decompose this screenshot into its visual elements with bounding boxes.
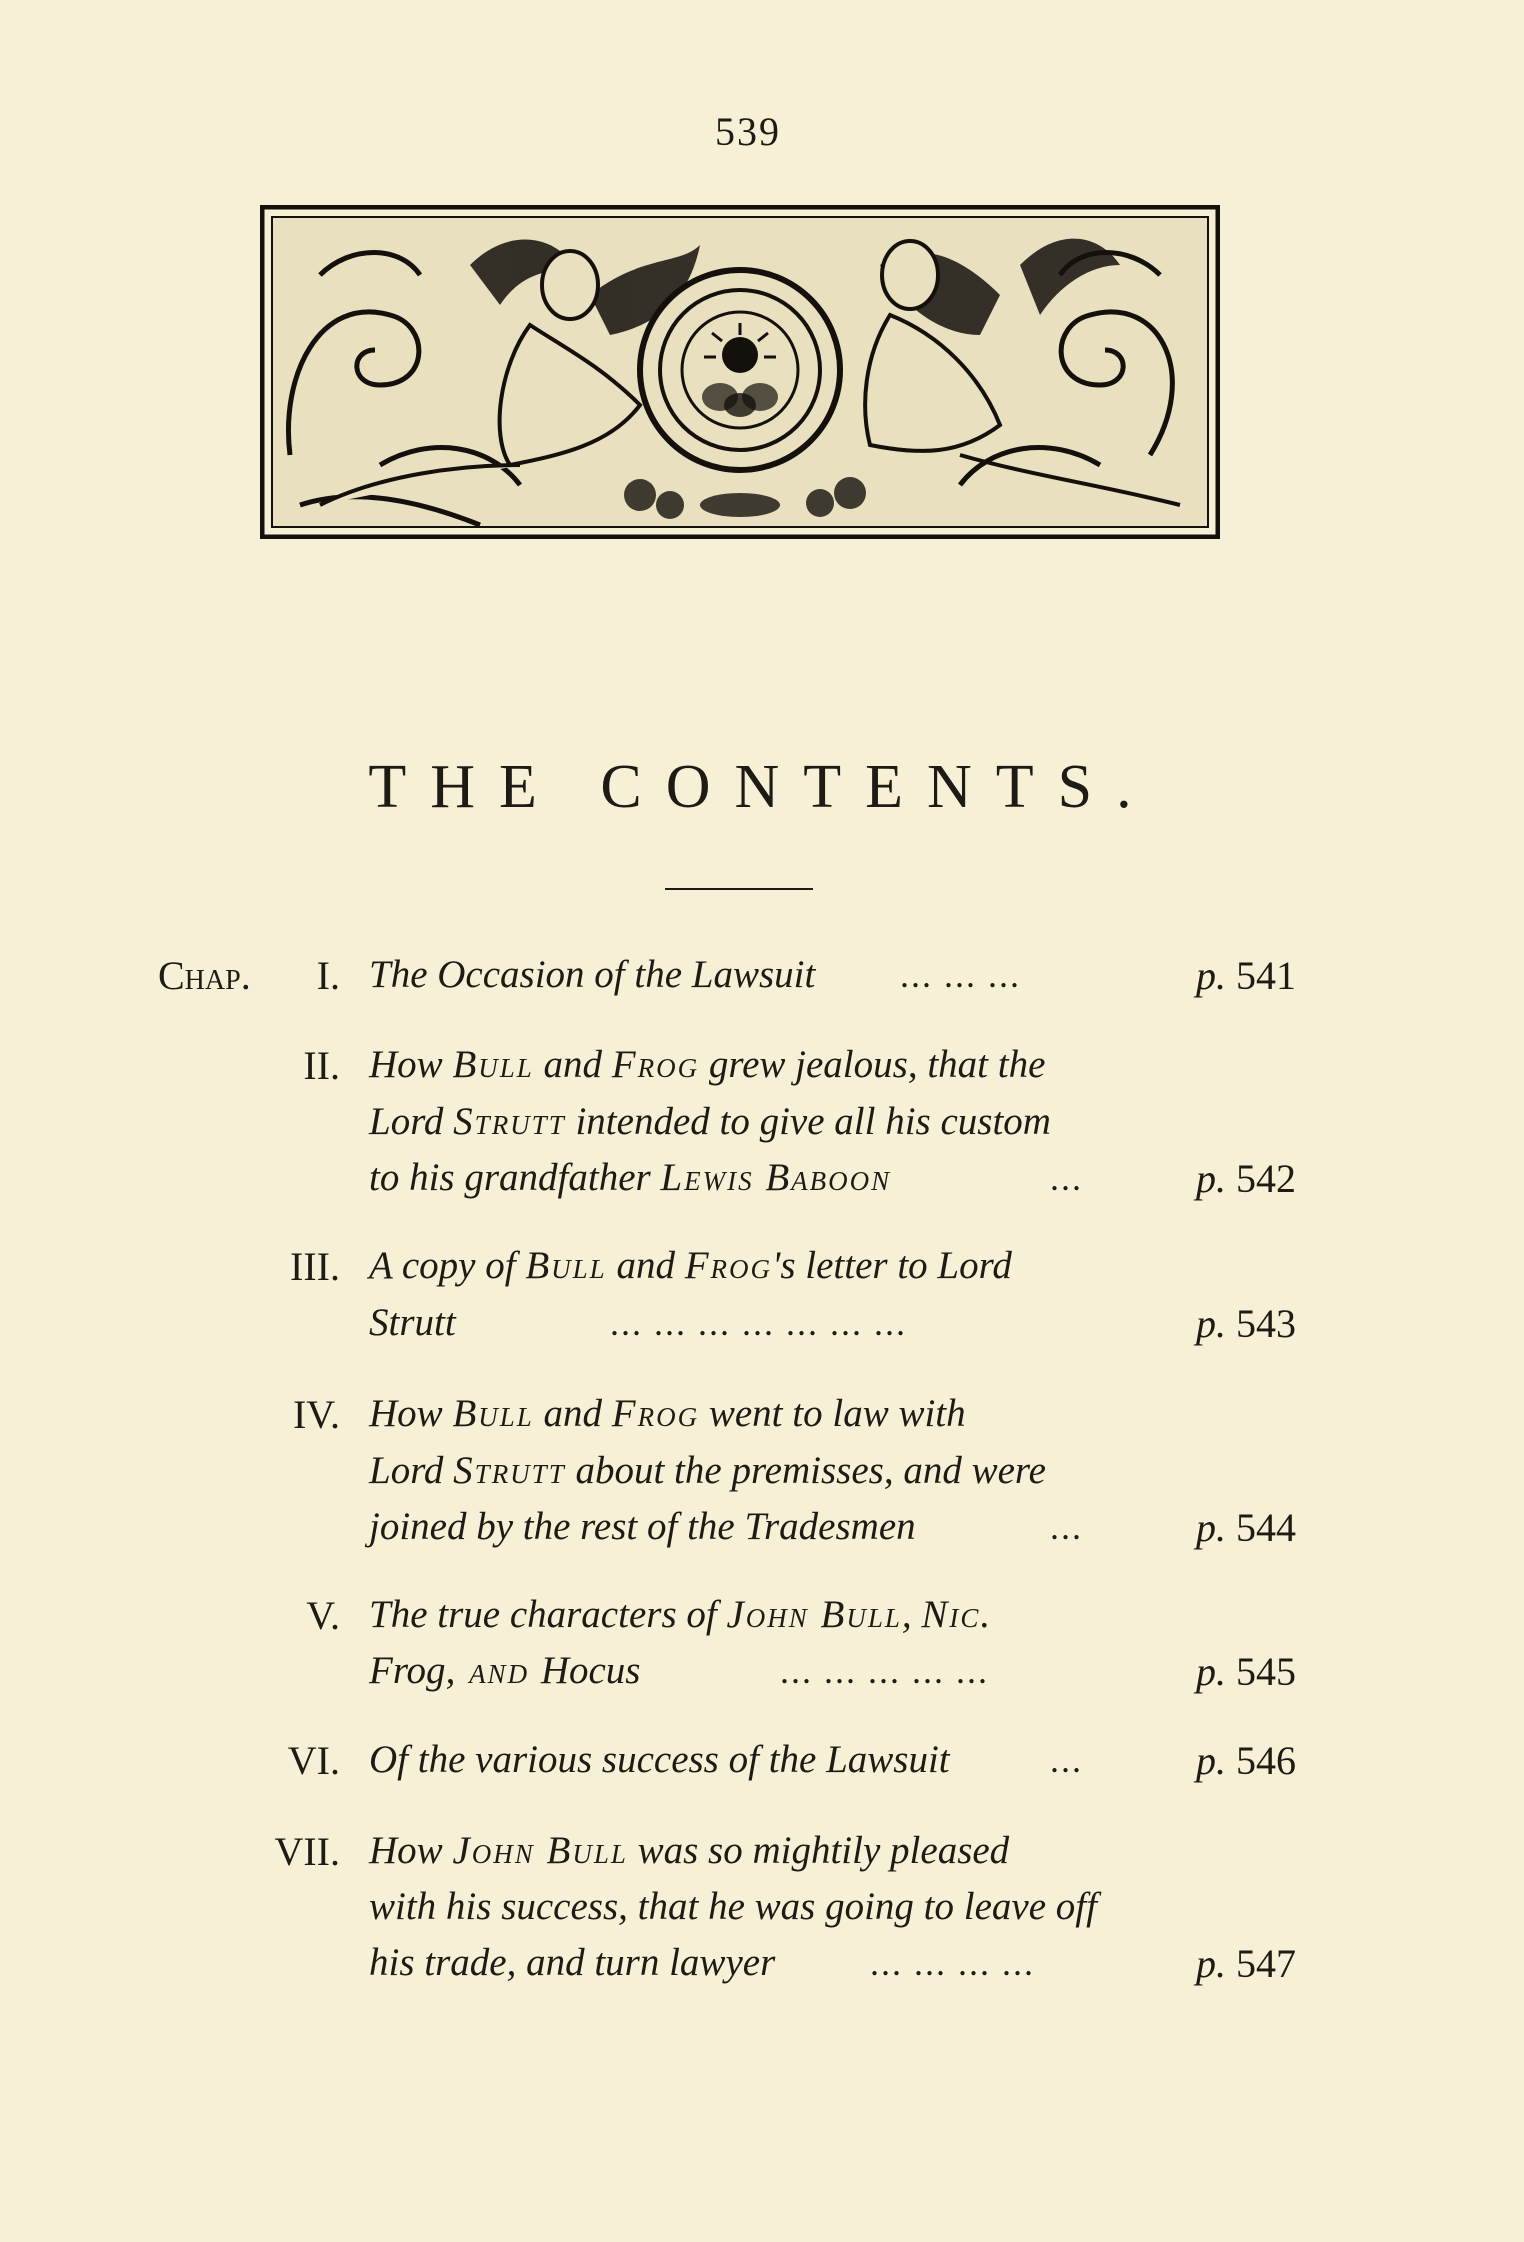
page-reference <box>1196 1300 1296 1347</box>
page-number: 539 <box>715 109 781 154</box>
title-text: The Occasion of the Lawsuit <box>369 953 816 996</box>
heading-rule <box>665 888 813 890</box>
page-number-ref: 545 <box>1226 1649 1296 1694</box>
page-number-ref: 541 <box>1226 953 1296 998</box>
title-text: joined by the rest of the Tradesmen <box>369 1505 916 1548</box>
leader-dots: ... ... ... ... ... ... ... <box>610 1303 907 1343</box>
leader-dots: ... ... ... <box>900 955 1021 995</box>
leader-dots: ... ... ... ... <box>870 1943 1035 1983</box>
leader-dots: ... <box>1050 1158 1083 1198</box>
page-number-ref: 542 <box>1226 1156 1296 1201</box>
title-text: Frog <box>369 1649 446 1692</box>
chapter-numeral: V. <box>306 1593 340 1638</box>
chapter-title-line <box>369 1448 1046 1493</box>
proper-name: John Bull <box>726 1593 902 1636</box>
chapter-title-line <box>369 1504 916 1549</box>
leader-dots: ... <box>1050 1740 1083 1780</box>
page-marker: p. <box>1196 1301 1226 1346</box>
page-reference <box>1196 1648 1296 1695</box>
proper-name: Frog <box>684 1244 772 1287</box>
proper-name: Strutt <box>453 1100 566 1143</box>
title-text: Lord <box>369 1449 454 1492</box>
title-text: about the premisses, and were <box>565 1449 1046 1492</box>
proper-name: Bull <box>452 1392 534 1435</box>
chapter-numeral: I. <box>316 953 340 998</box>
title-text: with his success, that he was going to leave off <box>369 1885 1097 1928</box>
title-text: Hocus <box>540 1649 641 1692</box>
chap-label: Chap. <box>158 953 251 998</box>
title-text: was so mightily pleased <box>627 1829 1010 1872</box>
proper-name: Strutt <box>453 1449 566 1492</box>
page-number-ref: 543 <box>1226 1301 1296 1346</box>
chapter-title-line <box>369 1884 1097 1929</box>
chapter-title-line <box>369 1042 1045 1087</box>
page-marker: p. <box>1196 1505 1226 1550</box>
proper-name: John Bull <box>452 1829 628 1872</box>
woodcut-ornament-image <box>260 205 1220 539</box>
chapter-numeral: III. <box>290 1244 340 1289</box>
page-marker: p. <box>1196 1156 1226 1201</box>
page-reference <box>1196 1155 1296 1202</box>
title-text: his trade, and turn lawyer <box>369 1941 776 1984</box>
title-text: How <box>369 1392 453 1435</box>
proper-name: Bull <box>525 1244 607 1287</box>
title-text: to his grandfather <box>369 1156 661 1199</box>
title-text: grew jealous, that the <box>699 1043 1046 1086</box>
proper-name: , and <box>445 1649 541 1692</box>
title-text: Strutt <box>369 1301 456 1344</box>
page-marker: p. <box>1196 1738 1226 1783</box>
proper-name: Lewis Baboon <box>660 1156 892 1199</box>
page-marker: p. <box>1196 1941 1226 1986</box>
title-text: went to law with <box>699 1392 966 1435</box>
page-reference <box>1196 1504 1296 1551</box>
page-number-ref: 546 <box>1226 1738 1296 1783</box>
page-marker: p. <box>1196 1649 1226 1694</box>
proper-name: Frog <box>611 1043 700 1086</box>
chapter-title-line <box>369 1737 950 1782</box>
chapter-title-line <box>369 1828 1009 1873</box>
contents-heading: THE CONTENTS. <box>368 753 1156 821</box>
title-text: The true characters of <box>369 1593 727 1636</box>
chapter-title-line <box>369 1592 992 1637</box>
page-reference <box>1196 1737 1296 1784</box>
title-text: 's letter to Lord <box>772 1244 1012 1287</box>
title-text: and <box>533 1043 612 1086</box>
title-text: Lord <box>369 1100 454 1143</box>
page-number-ref: 544 <box>1226 1505 1296 1550</box>
page-reference <box>1196 1940 1296 1987</box>
chapter-title-line <box>369 1155 891 1200</box>
title-text: A copy of <box>369 1244 526 1287</box>
page-marker: p. <box>1196 953 1226 998</box>
chapter-title-line <box>369 1099 1051 1144</box>
title-text: and <box>606 1244 685 1287</box>
title-text: How <box>369 1829 453 1872</box>
page-reference <box>1196 952 1296 999</box>
title-text: Of the various success of the Lawsuit <box>369 1738 950 1781</box>
proper-name: Bull <box>452 1043 534 1086</box>
ornamental-headpiece <box>260 205 1220 539</box>
chapter-numeral: IV. <box>292 1392 340 1437</box>
chapter-title-line <box>369 1648 640 1693</box>
proper-name: Frog <box>611 1392 700 1435</box>
title-text: and <box>533 1392 612 1435</box>
chapter-numeral: II. <box>303 1043 340 1088</box>
chapter-numeral: VI. <box>287 1738 340 1783</box>
leader-dots: ... ... ... ... ... <box>780 1651 989 1691</box>
chapter-title-line <box>369 1300 456 1345</box>
chapter-title-line <box>369 1391 966 1436</box>
chapter-title-line <box>369 1243 1012 1288</box>
title-text: intended to give all his custom <box>565 1100 1051 1143</box>
chapter-title-line <box>369 1940 775 1985</box>
chapter-title-line <box>369 952 815 997</box>
page-number-ref: 547 <box>1226 1941 1296 1986</box>
title-text: , <box>901 1593 922 1636</box>
chapter-numeral: VII. <box>274 1829 340 1874</box>
proper-name: Nic. <box>921 1593 993 1636</box>
leader-dots: ... <box>1050 1507 1083 1547</box>
title-text: How <box>369 1043 453 1086</box>
